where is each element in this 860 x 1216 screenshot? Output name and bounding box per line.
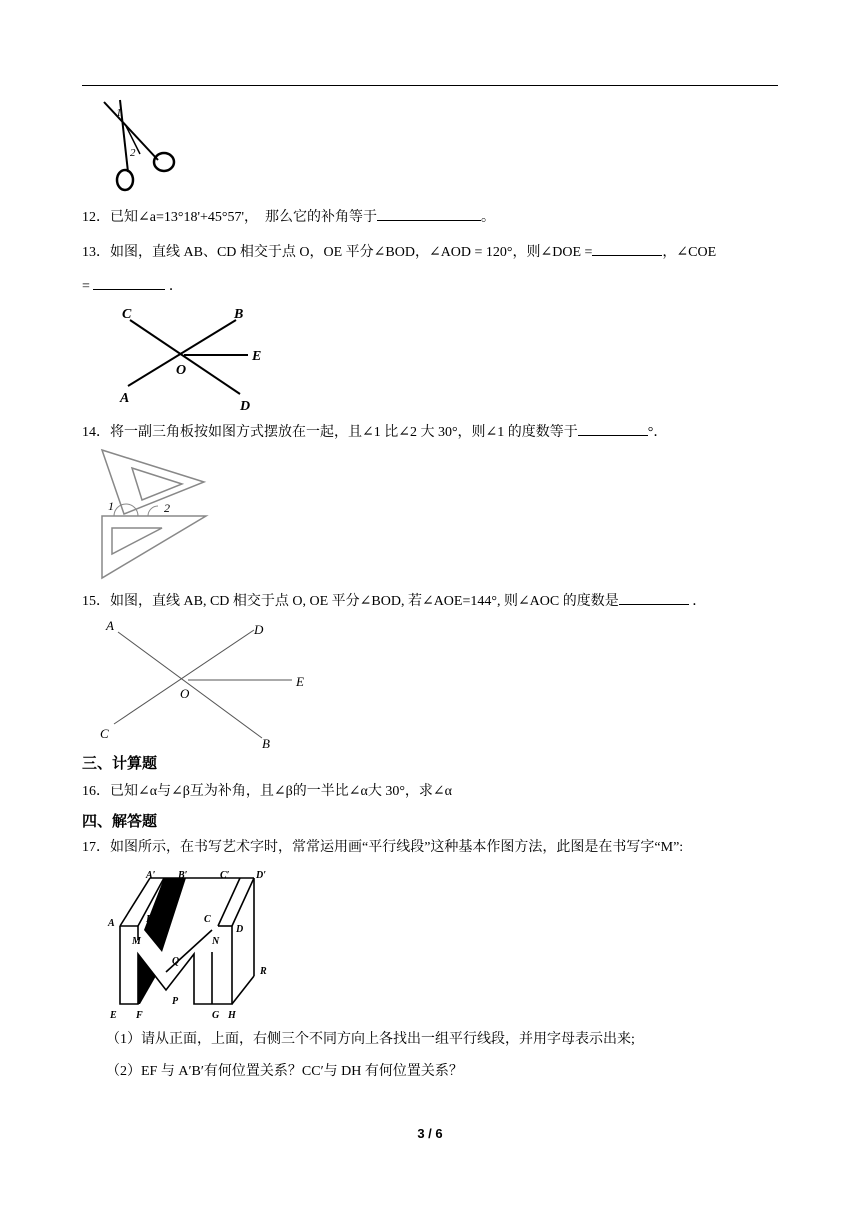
question-number: 15 (82, 594, 96, 609)
answer-blank (377, 206, 481, 221)
question-text: ．如图，直线 AB、CD 相交于点 O，OE 平分∠BOD，∠AOD = 120°，则∠DOE = (96, 245, 593, 260)
angle-label-1: 1 (108, 499, 114, 513)
label-d: D (236, 924, 244, 935)
label-a-prime: A′ (146, 870, 156, 881)
angle-label-1: 1 (116, 107, 122, 119)
point-label-c: C (100, 726, 109, 741)
question-text-eq: = (82, 279, 90, 294)
point-label-d: D (254, 622, 264, 637)
label-c-prime: C′ (220, 870, 230, 881)
point-label-o: O (176, 363, 187, 378)
label-b: B (146, 914, 153, 925)
question-16 (82, 782, 452, 802)
point-label-d: D (240, 399, 251, 414)
section-title-calc: 三、计算题 (82, 754, 158, 772)
question-13 (82, 241, 716, 263)
angle-label-2: 2 (130, 147, 136, 159)
question-text: ．如图，直线 AB, CD 相交于点 O, OE 平分∠BOD, 若∠AOE=144°, 则∠AOC 的度数是 (96, 594, 619, 609)
point-label-a: A (120, 391, 130, 406)
question-text: ．如图所示，在书写艺术字时，常常运用画“平行线段”这种基本作图方法，此图是在书写字“M”: (96, 840, 684, 855)
question-17 (82, 838, 683, 858)
label-f: F (136, 1010, 143, 1020)
label-g: G (212, 1010, 220, 1020)
question-13-line2 (82, 275, 183, 297)
angle-label-2: 2 (164, 501, 170, 515)
header-rule (82, 85, 778, 86)
question-12 (82, 206, 495, 228)
question-number: 12 (82, 210, 96, 225)
letter-m-3d-figure (104, 868, 284, 1020)
point-label-a: A (106, 618, 114, 633)
question-number: 16 (82, 784, 96, 799)
question-number: 14 (82, 425, 96, 440)
triangle-rulers-figure (98, 446, 210, 582)
question-text-cont: ，∠COE (662, 245, 717, 260)
answer-blank (578, 421, 648, 436)
page-number: 3 / 6 (417, 1126, 443, 1141)
label-e: E (110, 1010, 117, 1020)
label-c: C (204, 914, 211, 925)
section-title-answer: 四、解答题 (82, 812, 158, 830)
question-number: 17 (82, 840, 96, 855)
question-text: ．将一副三角板按如图方式摆放在一起，且∠1 比∠2 大 30°，则∠1 的度数等于 (96, 425, 578, 440)
point-label-c: C (122, 307, 132, 322)
label-r: R (260, 966, 267, 977)
question-text-end: 。 (480, 210, 495, 225)
point-label-e: E (296, 674, 304, 689)
intersecting-lines-figure-15 (96, 616, 316, 750)
intersecting-lines-figure-13 (110, 302, 270, 414)
point-label-b: B (234, 307, 244, 322)
question-text-end: ． (168, 279, 183, 294)
label-q: Q (172, 956, 180, 967)
answer-blank-coe (93, 275, 165, 290)
label-m: M (132, 936, 141, 947)
point-label-o: O (180, 686, 190, 701)
question-number: 13 (82, 245, 96, 260)
label-a: A (108, 918, 115, 929)
answer-blank-doe (592, 241, 662, 256)
answer-blank (619, 590, 689, 605)
point-label-b: B (262, 736, 270, 750)
question-text: ．已知∠a=13°18'+45°57'， 那么它的补角等于 (96, 210, 377, 225)
label-h: H (228, 1010, 236, 1020)
label-p: P (172, 996, 179, 1007)
question-text-end: ． (692, 594, 707, 609)
question-17-part-2: （2）EF 与 A′B′有何位置关系？CC′与 DH 有何位置关系？ (106, 1064, 463, 1079)
point-label-e: E (252, 349, 262, 364)
question-15 (82, 590, 706, 612)
question-text-end: °． (647, 425, 668, 440)
label-b-prime: B′ (178, 870, 188, 881)
question-14 (82, 421, 667, 443)
label-n: N (212, 936, 220, 947)
label-d-prime: D′ (256, 870, 267, 881)
scissors-figure (100, 98, 180, 194)
question-17-part-1: （1）请从正面，上面，右侧三个不同方向上各找出一组平行线段，并用字母表示出来; (106, 1032, 635, 1047)
question-text: ．已知∠α与∠β互为补角，且∠β的一半比∠α大 30°，求∠α (96, 784, 453, 799)
